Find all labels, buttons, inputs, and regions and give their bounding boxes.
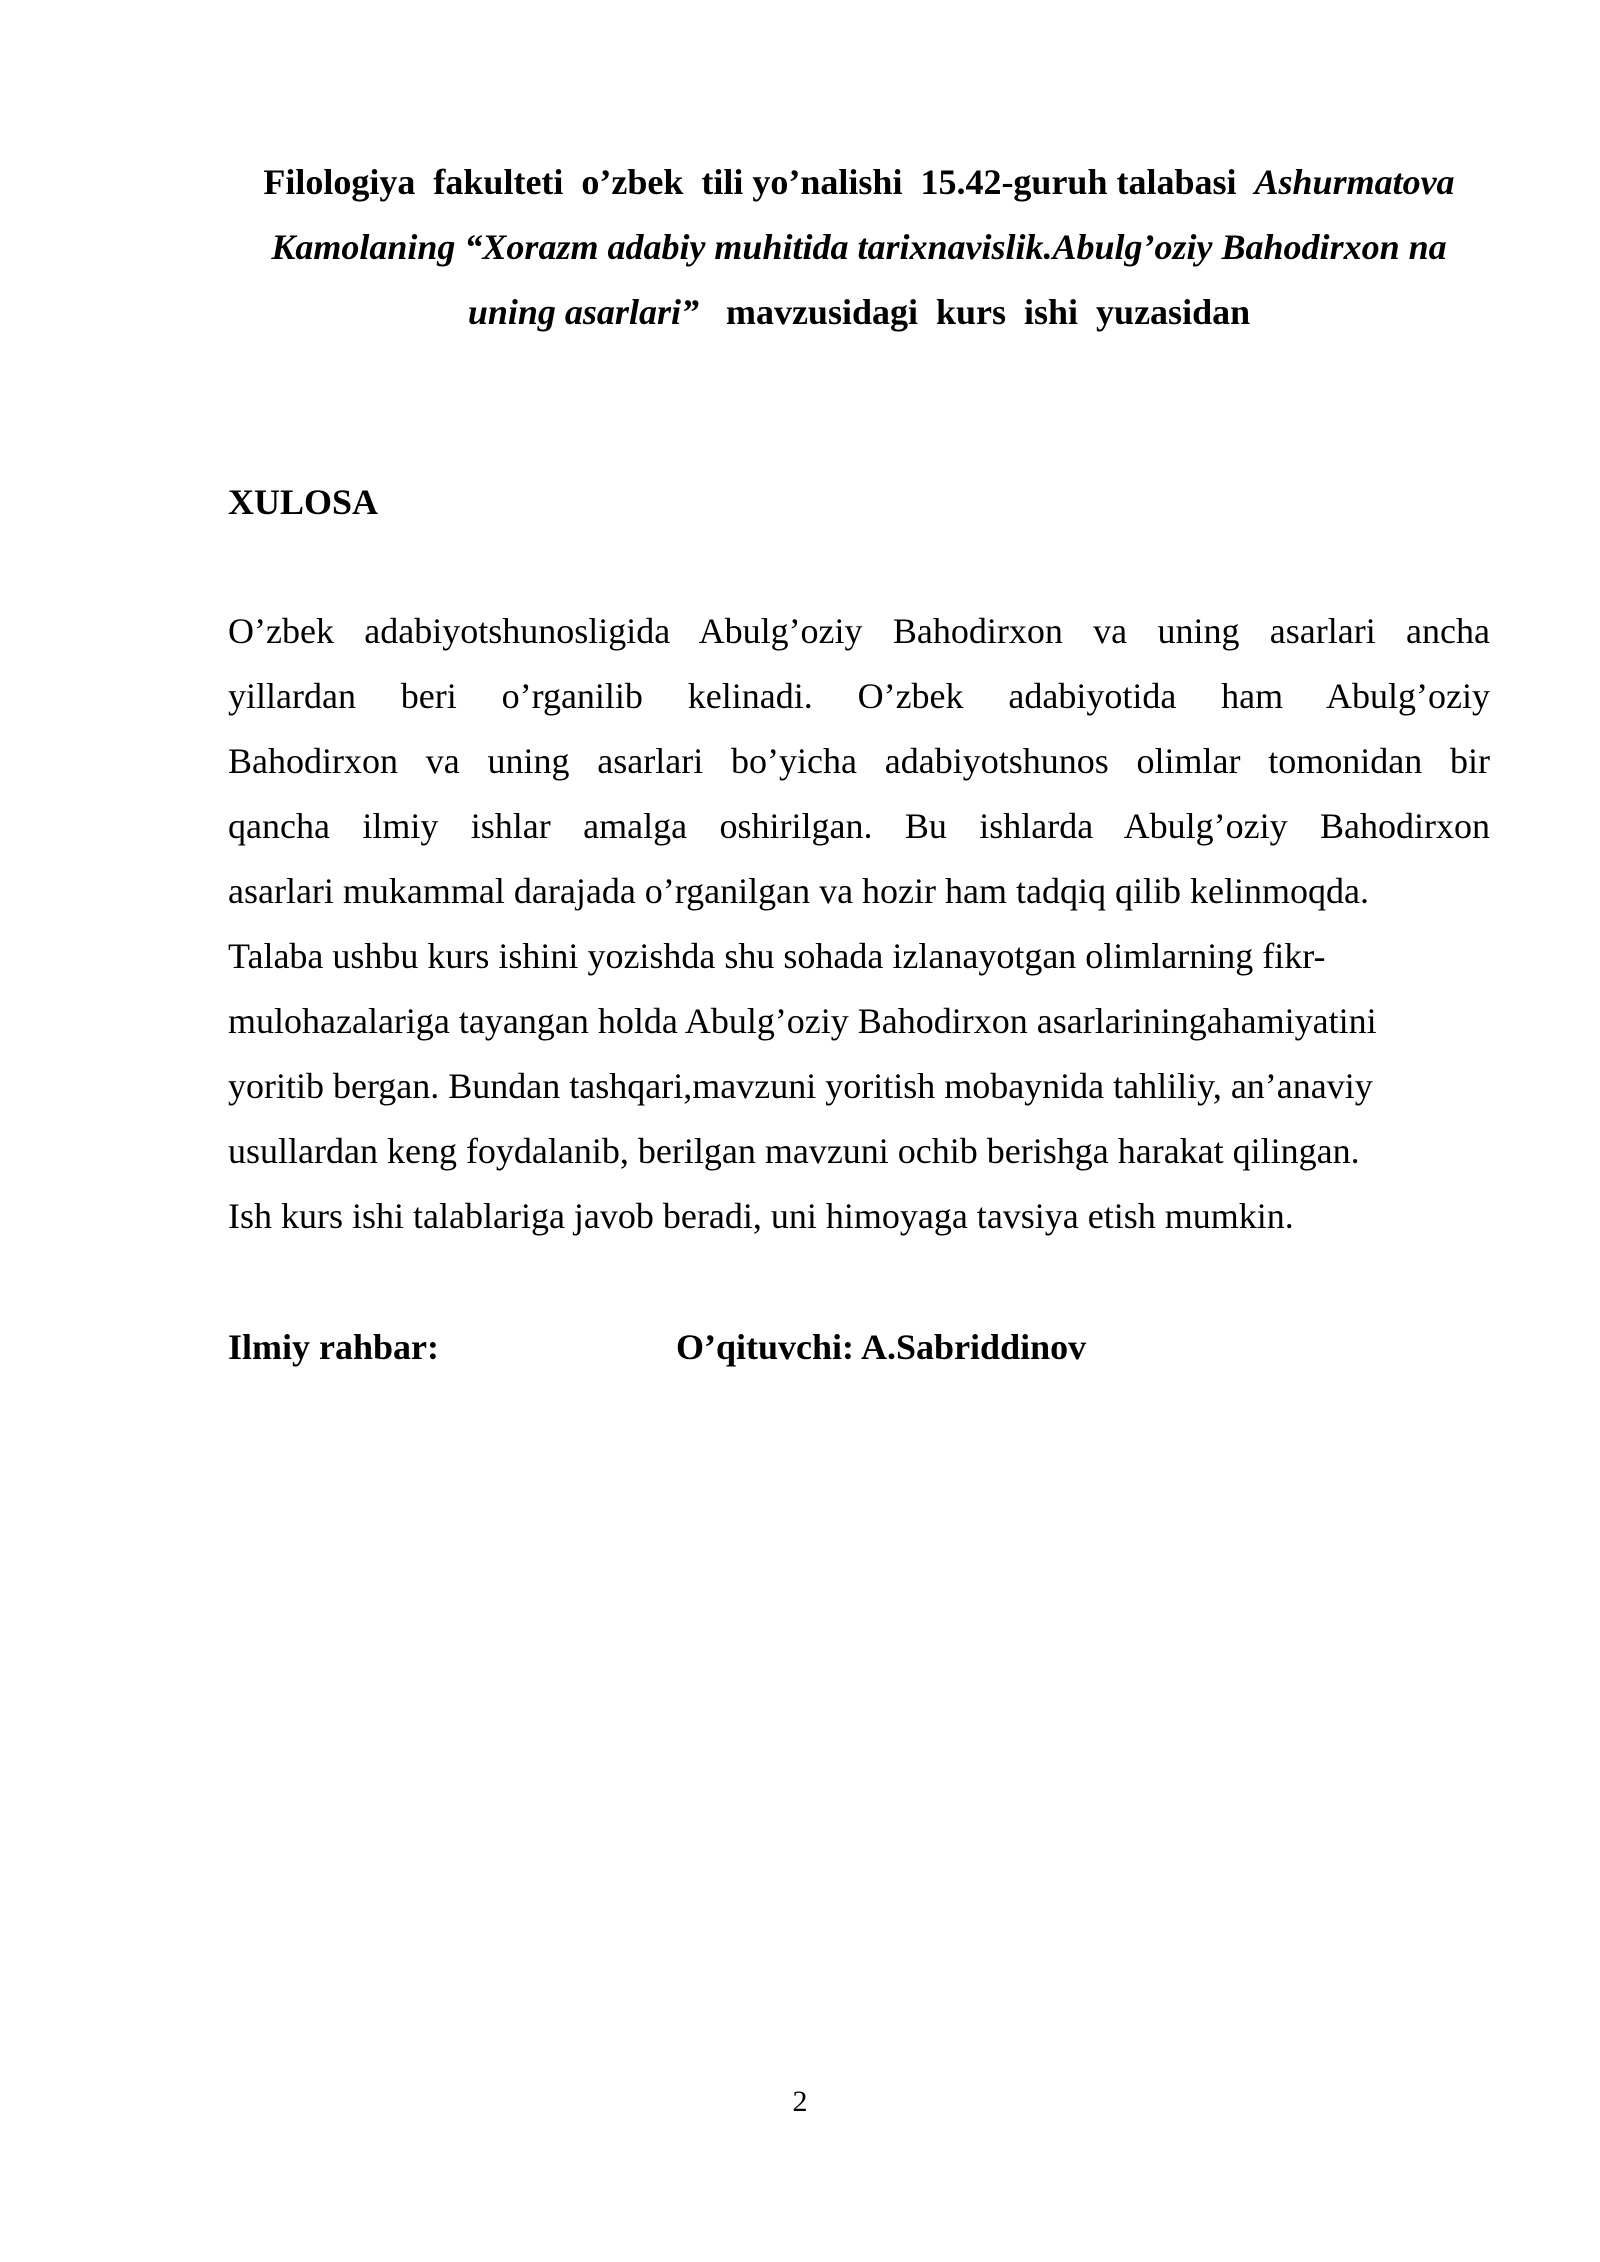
paragraph-line-7: mulohazalariga tayangan holda Abulg’oziy Bahodirxon asarlariningahamiyatini [228,1001,1377,1041]
heading-line-1-italic: Ashurmatova [1254,162,1455,202]
paragraph-line-9: usullardan keng foydalanib, berilgan mavzuni ochib berishga harakat qilingan. [228,1131,1360,1171]
teacher-name: O’qituvchi: A.Sabriddinov [676,1327,1087,1367]
section-title: XULOSA [228,482,379,522]
heading-line-3 [228,280,1490,345]
paragraph-line-5: asarlari mukammal darajada o’rganilgan va hozir ham tadqiq qilib kelinmoqda. [228,871,1369,911]
heading-line-3-italic: uning asarlari” [467,292,699,332]
heading-line-1 [228,150,1490,215]
paragraph-line-6: Talaba ushbu kurs ishini yozishda shu sohada izlanayotgan olimlarning fikr- [228,936,1326,976]
paragraph-line-10: Ish kurs ishi talablariga javob beradi, uni himoyaga tavsiya etish mumkin. [228,1196,1294,1236]
heading-line-3-plain: mavzusidagi kurs ishi yuzasidan [698,292,1251,332]
heading-line-2 [228,215,1490,280]
paragraph-line-2: yillardan beri o’rganilib kelinadi. O’zbek adabiyotida ham Abulg’oziy [228,676,1490,716]
conclusion-paragraph [228,599,1490,1249]
heading-line-2-italic: Kamolaning “Xorazm adabiy muhitida tarixnavislik.Abulg’oziy Bahodirxon na [271,227,1447,267]
paragraph-line-4: qancha ilmiy ishlar amalga oshirilgan. Bu ishlarda Abulg’oziy Bahodirxon [228,806,1490,846]
supervisor-label: Ilmiy rahbar: [228,1327,439,1367]
heading-line-1-plain: Filologiya fakulteti o’zbek tili yo’nalishi 15.42-guruh talabasi [263,162,1255,202]
document-heading [228,150,1490,345]
paragraph-line-8: yoritib bergan. Bundan tashqari,mavzuni yoritish mobaynida tahliliy, an’anaviy [228,1066,1373,1106]
paragraph-line-3: Bahodirxon va uning asarlari bo’yicha adabiyotshunos olimlar tomonidan bir [228,741,1490,781]
page-number: 2 [792,2085,808,2118]
paragraph-line-1: O’zbek adabiyotshunosligida Abulg’oziy Bahodirxon va uning asarlari ancha [228,611,1490,651]
